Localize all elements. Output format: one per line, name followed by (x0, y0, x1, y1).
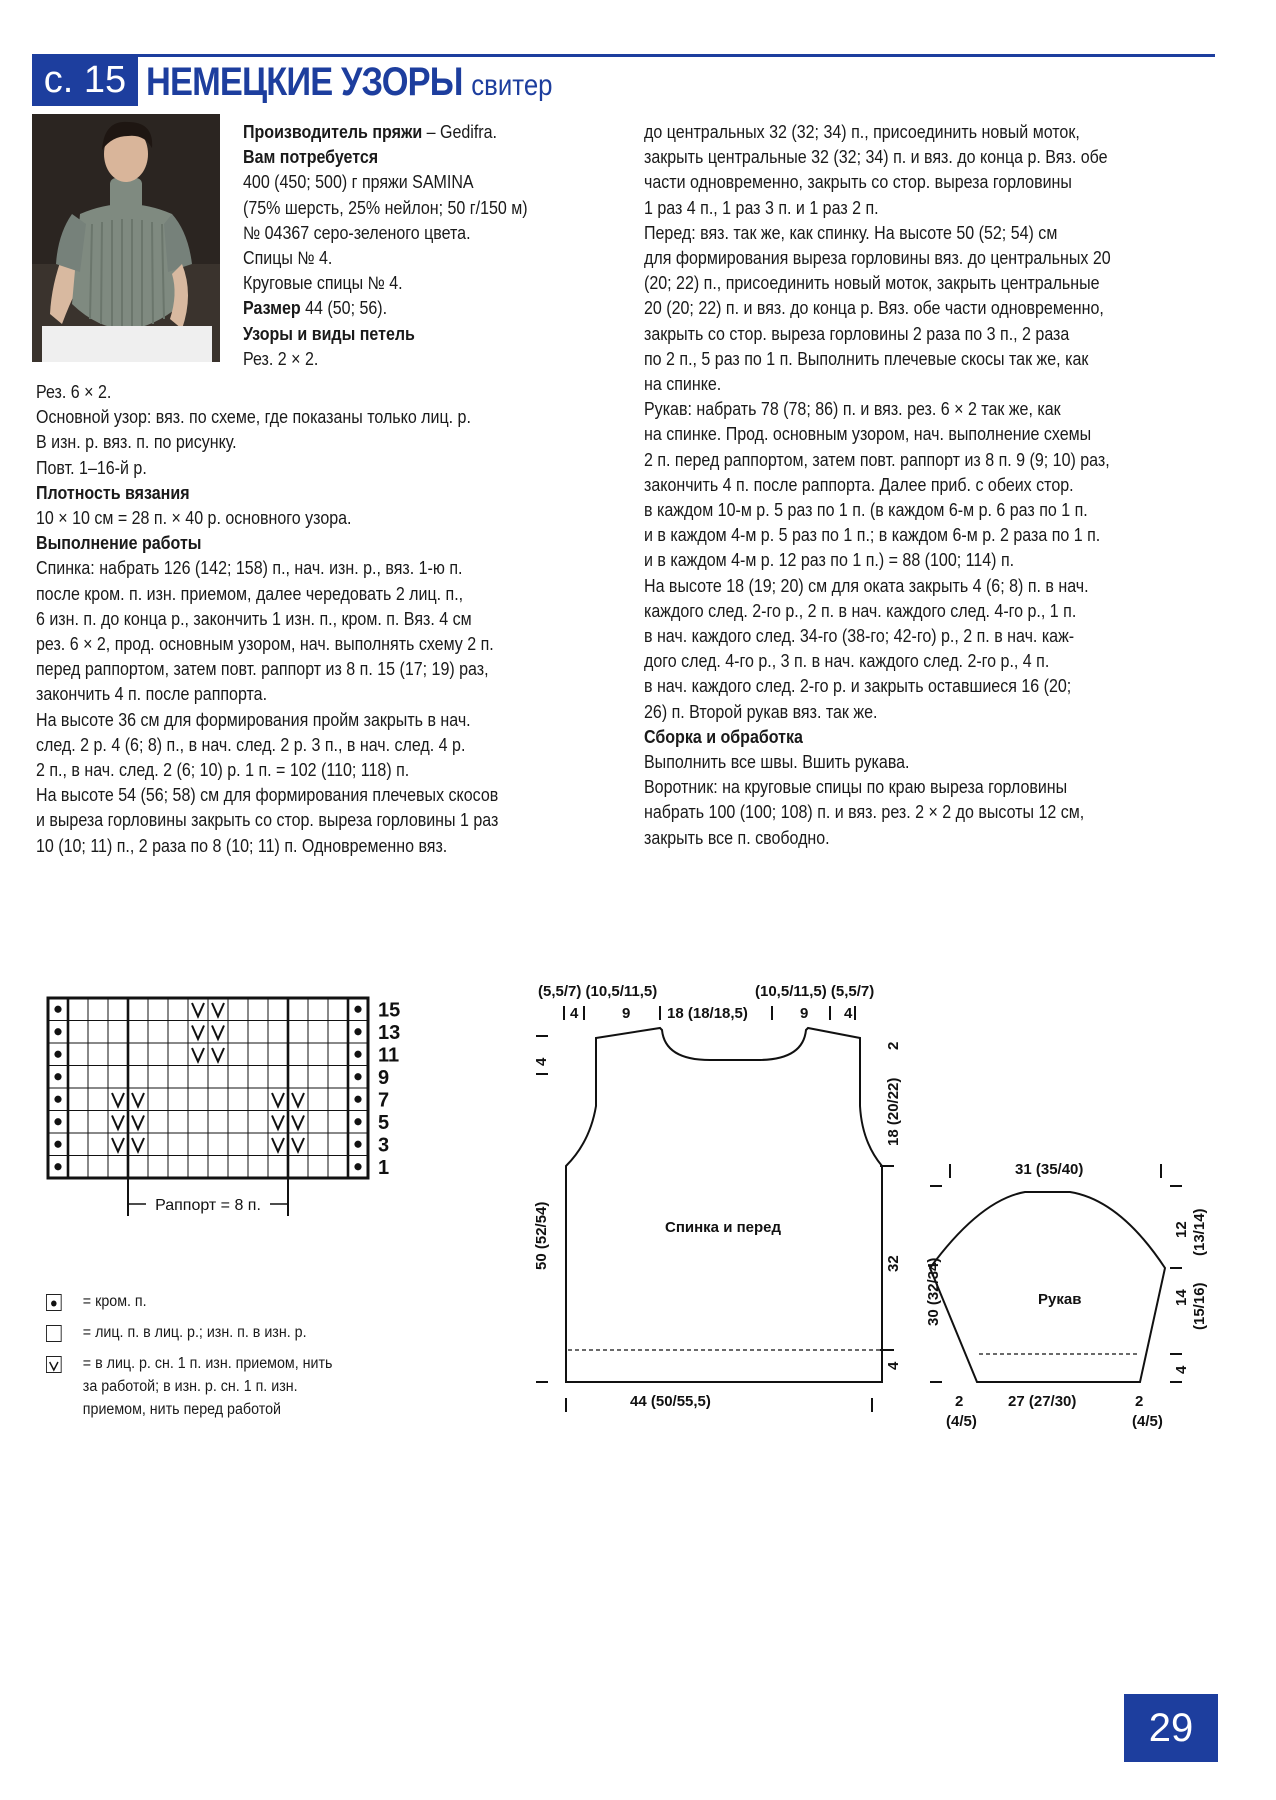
text-line (644, 826, 1111, 851)
label-top-9a: 9 (622, 1005, 631, 1022)
chart-row-label: 7 (378, 1089, 390, 1112)
text-segment: 2 п. перед раппортом, затем повт. раппорт из 8 п. 9 (9; 10) раз, (644, 449, 1110, 470)
text-line (36, 708, 498, 733)
edge-stitch-symbol (46, 1294, 62, 1311)
text-segment: по 2 п., 5 раз по 1 п. Выполнить плечевые скосы так же, как (644, 348, 1089, 369)
text-segment: 10 × 10 см = 28 п. × 40 р. основного узора. (36, 508, 352, 529)
text-line (644, 196, 1111, 221)
text-segment: Повт. 1–16-й р. (36, 457, 147, 478)
section-heading: Сборка и обработка (644, 726, 803, 747)
edge-stitch-dot (54, 1006, 61, 1013)
label-sleeve-left: 30 (32/34) (925, 1257, 942, 1326)
text-segment: до центральных 32 (32; 34) п., присоединить новый моток, (644, 122, 1080, 142)
text-line (243, 246, 528, 271)
text-line (644, 700, 1111, 725)
edge-stitch-dot (54, 1073, 61, 1080)
label-right-18: 18 (20/22) (885, 1077, 902, 1146)
text-line (644, 548, 1111, 573)
text-line (644, 246, 1111, 271)
text-segment: каждого след. 2-го р., 2 п. в нач. каждого след. 4-го р., 1 п. (644, 600, 1077, 621)
section-heading: Производитель пряжи (243, 122, 423, 142)
label-sleeve-bottom-2a-sub: (4/5) (946, 1413, 977, 1430)
label-sleeve-right-12b: (13/14) (1191, 1208, 1208, 1256)
text-line (644, 170, 1111, 195)
label-top-neck: 18 (18/18,5) (667, 1005, 748, 1022)
text-line (243, 196, 528, 221)
text-line (644, 498, 1111, 523)
label-sleeve-right-4: 4 (1173, 1365, 1190, 1374)
text-segment: рез. 6 × 2, прод. основным узором, нач. выполнять схему 2 п. (36, 634, 494, 655)
text-line (644, 322, 1111, 347)
section-heading: Размер (243, 298, 301, 319)
legend-text: за работой; в изн. р. сн. 1 п. изн. (82, 1378, 298, 1395)
text-segment: На высоте 54 (56; 58) см для формирования плечевых скосов (36, 785, 499, 806)
body-outline (566, 1028, 882, 1382)
text-segment: закрыть центральные 32 (32; 34) п. и вяз. до конца р. Вяз. обе (644, 147, 1108, 168)
text-segment: дого след. 4-го р., 3 п. в нач. каждого след. 2-го р., 4 п. (644, 651, 1050, 672)
text-segment: и в каждом 4-м р. 5 раз по 1 п.; в каждом 6-м р. 2 раза по 1 п. (644, 525, 1101, 546)
text-line (644, 120, 1111, 145)
text-line (36, 430, 498, 455)
text-line (36, 456, 498, 481)
text-line (36, 380, 498, 405)
edge-stitch-dot (54, 1163, 61, 1170)
text-segment: 1 раз 4 п., 1 раз 3 п. и 1 раз 2 п. (644, 197, 879, 218)
instructions-column-left (36, 380, 556, 859)
text-line (644, 674, 1111, 699)
model-photo (32, 114, 220, 362)
text-line (243, 170, 528, 195)
label-top-right: (10,5/11,5) (5,5/7) (755, 983, 875, 1000)
label-right-2: 2 (885, 1041, 902, 1050)
page-number: 29 (1124, 1694, 1218, 1762)
text-line (36, 405, 498, 430)
edge-stitch-dot (54, 1141, 61, 1148)
slip-stitch-symbol (46, 1356, 62, 1373)
edge-stitch-dot (354, 1163, 361, 1170)
edge-stitch-dot (354, 1028, 361, 1035)
legend-item (46, 1321, 332, 1344)
label-sleeve-right-14: 14 (1173, 1289, 1190, 1306)
edge-stitch-dot (354, 1096, 361, 1103)
legend-text: приемом, нить перед работой (82, 1401, 281, 1418)
label-sleeve-bottom-2b: 2 (1135, 1393, 1144, 1410)
legend-text: = кром. п. (82, 1293, 147, 1310)
edge-stitch-dot (54, 1028, 61, 1035)
text-segment: № 04367 серо-зеленого цвета. (243, 222, 471, 243)
chart-legend (46, 1290, 357, 1429)
text-segment: (20; 22) п., присоединить новый моток, закрыть центральные (644, 273, 1100, 294)
text-segment: 400 (450; 500) г пряжи SAMINA (243, 172, 474, 193)
text-segment: В изн. р. вяз. п. по рисунку. (36, 432, 237, 453)
body-label: Спинка и перед (665, 1219, 782, 1236)
text-line (243, 347, 528, 372)
text-segment: На высоте 36 см для формирования пройм закрыть в нач. (36, 709, 471, 730)
section-heading: Вам потребуется (243, 147, 379, 168)
edge-stitch-dot (354, 1141, 361, 1148)
text-line (36, 506, 498, 531)
text-segment: в нач. каждого след. 2-го р. и закрыть оставшиеся 16 (20; (644, 676, 1072, 697)
label-sleeve-top: 31 (35/40) (1015, 1161, 1084, 1178)
label-left-4: 4 (533, 1057, 550, 1066)
text-segment: и выреза горловины закрыть со стор. выреза горловины 1 раз (36, 810, 499, 831)
page-title (146, 58, 553, 110)
text-segment: (75% шерсть, 25% нейлон; 50 г/150 м) (243, 197, 528, 218)
header-rule (135, 54, 1215, 57)
text-line (36, 682, 498, 707)
text-segment: закрыть все п. свободно. (644, 827, 830, 848)
text-line (36, 783, 498, 808)
instructions-column-right (644, 120, 1168, 851)
text-line (243, 322, 528, 347)
text-line (644, 523, 1111, 548)
text-line (644, 649, 1111, 674)
text-line (36, 758, 498, 783)
text-segment: после кром. п. изн. приемом, далее чередовать 2 лиц. п., (36, 583, 464, 604)
text-line (644, 296, 1111, 321)
chart-row-label: 9 (378, 1066, 390, 1089)
text-segment: – Gedifra. (422, 122, 497, 142)
label-sleeve-right-12: 12 (1173, 1221, 1190, 1238)
text-line (36, 481, 498, 506)
text-segment: закончить 4 п. после раппорта. Далее приб. с обеих стор. (644, 474, 1074, 495)
text-segment: 6 изн. п. до конца р., закончить 1 изн. п., кром. п. Вяз. 4 см (36, 608, 472, 629)
edge-stitch-dot (354, 1006, 361, 1013)
text-segment: перед раппортом, затем повт. раппорт из 8 п. 15 (17; 19) раз, (36, 659, 489, 680)
text-segment: и в каждом 4-м р. 12 раз по 1 п.) = 88 (100; 114) п. (644, 550, 1015, 571)
text-line (644, 800, 1111, 825)
title-main: НЕМЕЦКИЕ УЗОРЫ (146, 60, 463, 104)
sleeve-label: Рукав (1038, 1291, 1082, 1308)
chart-row-label: 15 (378, 999, 401, 1022)
text-segment: Рез. 2 × 2. (243, 348, 319, 369)
text-line (243, 120, 528, 145)
text-line (644, 775, 1111, 800)
text-segment: Круговые спицы № 4. (243, 273, 403, 294)
section-heading: Узоры и виды петель (243, 323, 415, 344)
edge-stitch-dot (354, 1051, 361, 1058)
text-segment: закончить 4 п. после раппорта. (36, 684, 268, 705)
label-right-4: 4 (885, 1361, 902, 1370)
text-line (243, 221, 528, 246)
text-segment: Перед: вяз. так же, как спинку. На высоте 50 (52; 54) см (644, 222, 1058, 243)
text-line (243, 145, 528, 170)
text-line (36, 531, 498, 556)
legend-text: = лиц. п. в лиц. р.; изн. п. в изн. р. (82, 1324, 307, 1341)
label-right-32: 32 (885, 1255, 902, 1272)
text-segment: для формирования выреза горловины вяз. до центральных 20 (644, 248, 1111, 269)
text-segment: закрыть со стор. выреза горловины 2 раза по 3 п., 2 раза (644, 323, 1070, 344)
text-segment: набрать 100 (100; 108) п. и вяз. рез. 2 × 2 до высоты 12 см, (644, 802, 1085, 823)
chart-row-label: 11 (378, 1044, 400, 1067)
text-line (644, 725, 1111, 750)
label-top-left: (5,5/7) (10,5/11,5) (538, 983, 658, 1000)
text-segment: 20 (20; 22) п. и вяз. до конца р. Вяз. обе части одновременно, (644, 298, 1104, 319)
text-segment: Рукав: набрать 78 (78; 86) п. и вяз. рез. 6 × 2 так же, как (644, 399, 1061, 420)
text-line (36, 582, 498, 607)
legend-item (46, 1352, 332, 1421)
text-line (644, 145, 1111, 170)
text-line (243, 271, 528, 296)
edge-stitch-dot (54, 1051, 61, 1058)
text-line (644, 372, 1111, 397)
section-heading: Плотность вязания (36, 482, 190, 503)
edge-stitch-dot (354, 1073, 361, 1080)
text-segment: в нач. каждого след. 34-го (38-го; 42-го) р., 2 п. в нач. каж- (644, 626, 1075, 647)
text-line (644, 397, 1111, 422)
chart-row-label: 1 (378, 1156, 390, 1179)
text-segment: 44 (50; 56). (300, 298, 388, 319)
edge-stitch-dot (54, 1096, 61, 1103)
text-line (644, 624, 1111, 649)
text-line (36, 657, 498, 682)
text-line (36, 834, 498, 859)
text-line (36, 808, 498, 833)
title-subtitle: свитер (471, 69, 553, 102)
text-segment: Спицы № 4. (243, 248, 333, 269)
label-sleeve-bottom-2b-sub: (4/5) (1132, 1413, 1163, 1430)
text-line (644, 221, 1111, 246)
label-top-4b: 4 (844, 1005, 853, 1022)
text-line (36, 556, 498, 581)
text-line (644, 599, 1111, 624)
knit-stitch-symbol (46, 1325, 62, 1342)
chart-row-label: 3 (378, 1134, 390, 1157)
label-sleeve-bottom-27: 27 (27/30) (1008, 1393, 1077, 1410)
text-line (36, 733, 498, 758)
label-sleeve-bottom-2a: 2 (955, 1393, 964, 1410)
page-ref-badge: с. 15 (32, 54, 138, 106)
text-line (243, 296, 528, 321)
label-sleeve-right-14b: (15/16) (1191, 1282, 1208, 1330)
text-segment: Основной узор: вяз. по схеме, где показаны только лиц. р. (36, 407, 471, 428)
label-top-4a: 4 (570, 1005, 579, 1022)
edge-stitch-dot (54, 1118, 61, 1125)
text-line (644, 271, 1111, 296)
text-segment: Рез. 6 × 2. (36, 382, 112, 402)
text-segment: Выполнить все швы. Вшить рукава. (644, 752, 910, 773)
text-line (644, 347, 1111, 372)
text-segment: Спинка: набрать 126 (142; 158) п., нач. изн. р., вяз. 1-ю п. (36, 558, 463, 579)
materials-column (243, 120, 563, 372)
repeat-label: Раппорт = 8 п. (155, 1197, 261, 1214)
label-top-9b: 9 (800, 1005, 809, 1022)
text-line (36, 632, 498, 657)
label-left-50: 50 (52/54) (533, 1201, 550, 1270)
text-segment: 10 (10; 11) п., 2 раза по 8 (10; 11) п. Одновременно вяз. (36, 835, 448, 856)
text-line (644, 574, 1111, 599)
text-line (644, 448, 1111, 473)
text-segment: в каждом 10-м р. 5 раз по 1 п. (в каждом 6-м р. 6 раз по 1 п. (644, 500, 1088, 521)
text-line (644, 422, 1111, 447)
text-segment: части одновременно, закрыть со стор. выреза горловины (644, 172, 1072, 193)
legend-text: = в лиц. р. сн. 1 п. изн. приемом, нить (82, 1355, 333, 1372)
garment-schematic (510, 970, 1230, 1435)
text-segment: на спинке. Прод. основным узором, нач. выполнение схемы (644, 424, 1092, 445)
chart-row-label: 5 (378, 1111, 390, 1134)
text-line (644, 750, 1111, 775)
text-line (36, 607, 498, 632)
stitch-pattern-chart (42, 994, 422, 1249)
text-segment: 26) п. Второй рукав вяз. так же. (644, 701, 878, 722)
text-segment: На высоте 18 (19; 20) см для оката закрыть 4 (6; 8) п. в нач. (644, 575, 1089, 596)
text-segment: на спинке. (644, 374, 722, 395)
edge-stitch-dot (354, 1118, 361, 1125)
text-segment: след. 2 р. 4 (6; 8) п., в нач. след. 2 р. 3 п., в нач. след. 4 р. (36, 734, 466, 755)
section-heading: Выполнение работы (36, 533, 202, 554)
label-bottom-44: 44 (50/55,5) (630, 1393, 711, 1410)
chart-row-label: 13 (378, 1021, 401, 1044)
text-segment: 2 п., в нач. след. 2 (6; 10) р. 1 п. = 102 (110; 118) п. (36, 760, 410, 781)
text-segment: Воротник: на круговые спицы по краю выреза горловины (644, 777, 1068, 798)
text-line (644, 473, 1111, 498)
legend-item (46, 1290, 332, 1313)
